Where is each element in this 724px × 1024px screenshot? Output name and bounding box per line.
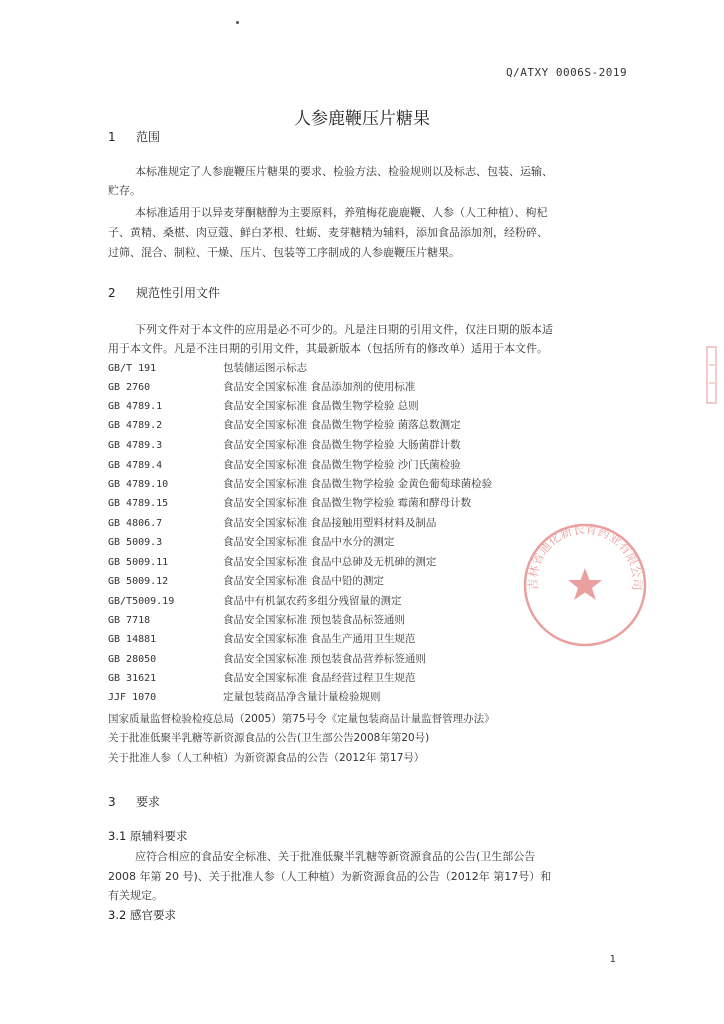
reference-title: 食品安全国家标准 食品微生物学检验 霉菌和酵母计数 <box>223 497 472 509</box>
subsection-3-1-heading: 3.1 原辅料要求 <box>108 829 188 843</box>
section-2-intro-line2: 用于本文件。凡是不注日期的引用文件，其最新版本（包括所有的修改单）适用于本文件。 <box>108 342 548 355</box>
reference-code: GB 4789.1 <box>108 401 163 412</box>
other-reference: 国家质量监督检验检疫总局（2005）第75号令《定量包装商品计量监督管理办法》 <box>108 713 495 725</box>
section-2-heading <box>108 284 220 301</box>
reference-row <box>108 378 415 396</box>
reference-title: 食品安全国家标准 食品添加剂的使用标准 <box>223 381 416 393</box>
reference-title: 食品中有机氯农药多组分残留量的测定 <box>223 595 402 607</box>
scan-speck <box>236 21 239 24</box>
reference-row <box>108 436 461 454</box>
reference-title: 食品安全国家标准 预包装食品标签通则 <box>223 614 405 626</box>
reference-row <box>108 456 461 474</box>
reference-code: GB 14881 <box>108 634 157 645</box>
reference-row <box>108 669 415 687</box>
reference-row <box>108 553 436 571</box>
reference-code: GB 4789.2 <box>108 420 163 431</box>
reference-code: GB/T5009.19 <box>108 596 175 607</box>
edge-seal-fragment <box>704 345 718 405</box>
reference-row <box>108 688 381 706</box>
company-seal <box>520 520 650 650</box>
reference-title: 包装储运图示标志 <box>223 362 307 374</box>
edge-fragment-outline <box>707 347 716 403</box>
reference-row <box>108 650 426 668</box>
reference-code: GB 4789.4 <box>108 460 163 471</box>
reference-row <box>108 611 405 629</box>
section-title: 要求 <box>136 795 161 809</box>
reference-row <box>108 397 419 415</box>
subsection-3-1-line1: 应符合相应的食品安全标准、关于批准低聚半乳糖等新资源食品的公告(卫生部公告 <box>135 850 536 863</box>
section-3-heading <box>108 793 160 810</box>
other-reference: 关于批准人参（人工种植）为新资源食品的公告（2012年 第17号） <box>108 752 425 764</box>
document-title: 人参鹿鞭压片糖果 <box>294 109 430 129</box>
reference-row <box>108 494 471 512</box>
section-number: 1 <box>108 130 116 144</box>
section-title: 范围 <box>136 130 161 144</box>
reference-title: 食品安全国家标准 食品微生物学检验 沙门氏菌检验 <box>223 459 461 471</box>
reference-title: 食品安全国家标准 食品中铅的测定 <box>223 575 384 587</box>
seal-star-icon <box>568 568 602 600</box>
reference-code: GB 31621 <box>108 673 157 684</box>
reference-code: JJF 1070 <box>108 692 157 703</box>
section-1-p2-line3: 过筛、混合、制粒、干燥、压片、包装等工序制成的人参鹿鞭压片糖果。 <box>108 246 460 259</box>
other-reference: 关于批准低聚半乳糖等新资源食品的公告(卫生部公告2008年第20号) <box>108 732 430 744</box>
reference-code: GB 4806.7 <box>108 518 163 529</box>
reference-row <box>108 592 402 610</box>
section-1-heading <box>108 128 160 145</box>
subsection-3-1-line3: 有关规定。 <box>108 889 163 902</box>
seal-text: 吉林省通化新长青药业有限公司 <box>525 522 645 591</box>
reference-code: GB 4789.15 <box>108 498 169 509</box>
reference-title: 定量包装商品净含量计量检验规则 <box>223 691 381 703</box>
section-1-p1-line2: 贮存。 <box>108 184 141 197</box>
reference-code: GB/T 191 <box>108 363 157 374</box>
reference-code: GB 4789.3 <box>108 440 163 451</box>
reference-row <box>108 416 461 434</box>
section-number: 3 <box>108 795 116 809</box>
subsection-3-1-line2: 2008 年第 20 号)、关于批准人参（人工种植）为新资源食品的公告（2012年 第17号）和 <box>108 870 552 883</box>
reference-title: 食品安全国家标准 食品中水分的测定 <box>223 536 395 548</box>
reference-title: 食品安全国家标准 食品接触用塑料材料及制品 <box>223 517 437 529</box>
reference-title: 食品安全国家标准 食品微生物学检验 大肠菌群计数 <box>223 439 461 451</box>
standard-code: Q/ATXY 0006S-2019 <box>506 66 628 79</box>
reference-row <box>108 572 384 590</box>
reference-title: 食品安全国家标准 食品经营过程卫生规范 <box>223 672 416 684</box>
section-number: 2 <box>108 286 116 300</box>
reference-code: GB 5009.3 <box>108 537 163 548</box>
reference-title: 食品安全国家标准 预包装食品营养标签通则 <box>223 653 426 665</box>
reference-code: GB 4789.10 <box>108 479 169 490</box>
reference-row <box>108 630 415 648</box>
reference-row <box>108 533 394 551</box>
reference-row <box>108 514 436 532</box>
section-1-p2-line2: 子、黄精、桑椹、肉豆蔻、鲜白茅根、牡蛎、麦芽糖精为辅料，添加食品添加剂，经粉碎、 <box>108 226 548 239</box>
page-number: 1 <box>609 954 616 965</box>
section-title: 规范性引用文件 <box>136 286 221 300</box>
reference-title: 食品安全国家标准 食品微生物学检验 金黄色葡萄球菌检验 <box>223 478 493 490</box>
reference-code: GB 2760 <box>108 382 151 393</box>
section-1-p1-line1: 本标准规定了人参鹿鞭压片糖果的要求、检验方法、检验规则以及标志、包装、运输、 <box>135 165 553 178</box>
reference-title: 食品安全国家标准 食品微生物学检验 总则 <box>223 400 419 412</box>
reference-code: GB 28050 <box>108 654 157 665</box>
reference-code: GB 5009.12 <box>108 576 169 587</box>
reference-code: GB 5009.11 <box>108 557 169 568</box>
reference-code: GB 7718 <box>108 615 151 626</box>
section-1-p2-line1: 本标准适用于以异麦芽酮糖醇为主要原料，养殖梅花鹿鹿鞭、人参（人工种植）、枸杞 <box>135 206 548 219</box>
reference-title: 食品安全国家标准 食品生产通用卫生规范 <box>223 633 416 645</box>
reference-title: 食品安全国家标准 食品中总砷及无机砷的测定 <box>223 556 437 568</box>
section-2-intro-line1: 下列文件对于本文件的应用是必不可少的。凡是注日期的引用文件，仅注日期的版本适 <box>135 323 553 336</box>
subsection-3-2-heading: 3.2 感官要求 <box>108 908 176 922</box>
reference-row <box>108 475 492 493</box>
reference-title: 食品安全国家标准 食品微生物学检验 菌落总数测定 <box>223 419 461 431</box>
reference-row <box>108 359 307 377</box>
